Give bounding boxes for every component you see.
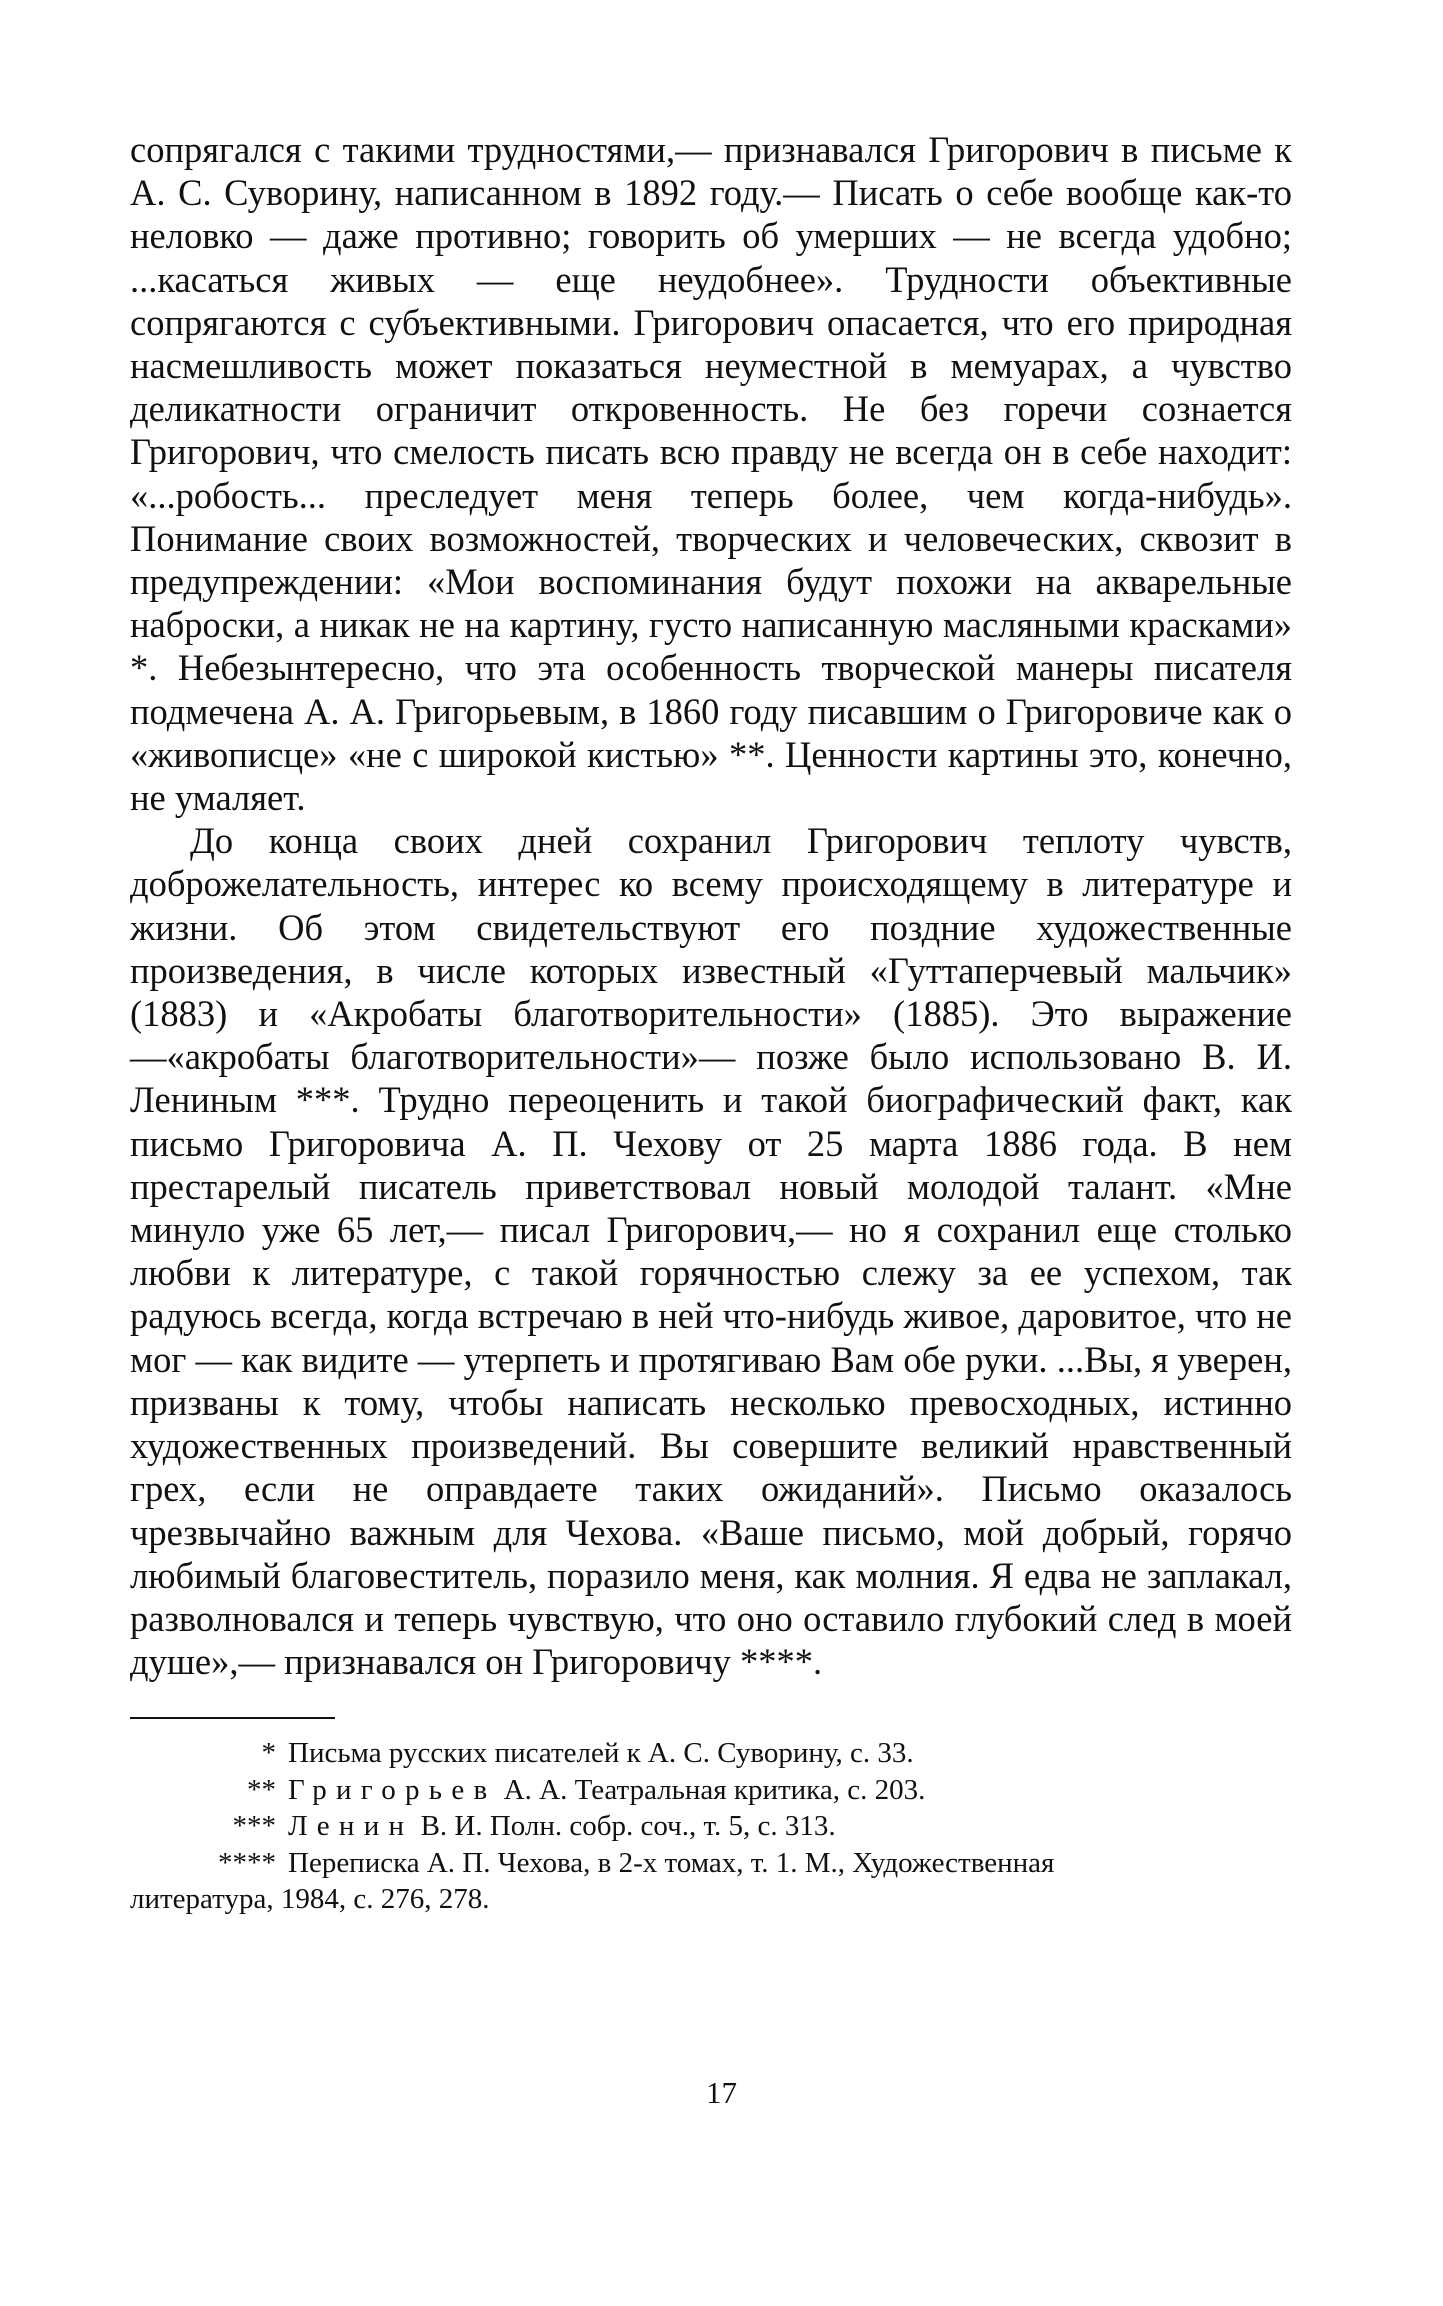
body-paragraph-2: До конца своих дней сохранил Григорович теплоту чувств, доброжелательность, интерес ко всему происходящему в литературе и жизни. Об этом свидетельствуют его поздние художественные произведения, в числе которых известный «Гуттаперчевый мальчик» (1883) и «Акробаты благотворительности» (1885). Это выражение —«акробаты благотворительности»— позже было использовано В. И. Лениным ***. Трудно переоценить и такой биографический факт, как письмо Григоровича А. П. Чехову от 25 марта 1886 года. В нем престарелый писатель приветствовал новый молодой талант. «Мне минуло уже 65 лет,— писал Григорович,— но я сохранил еще столько любви к литературе, с такой горячностью слежу за ее успехом, так радуюсь всегда, когда встречаю в ней что-нибудь живое, даровитое, что не мог — как видите — утерпеть и протягиваю Вам обе руки. ...Вы, я уверен, призваны к тому, чтобы написать несколько превосходных, истинно художественных произведений. Вы совершите великий нравственный грех, если не оправдаете таких ожиданий». Письмо оказалось чрезвычайно важным для Чехова. «Ваше письмо, мой добрый, горячо любимый благовеститель, поразило меня, как молния. Я едва не заплакал, разволновался и теперь чувствую, что оно оставило глубокий след в моей душе»,— признавался он Григоровичу ****. [130, 820, 1292, 1683]
footnote-divider [130, 1717, 335, 1719]
footnote-2 [130, 1772, 1292, 1809]
footnote-mark: * [261, 1737, 276, 1770]
body-paragraph-1: сопрягался с такими трудностями,— признавался Григорович в письме к А. С. Суворину, написанном в 1892 году.— Писать о себе вообще как-то неловко — даже противно; говорить об умерших — не всегда удобно; ...касаться живых — еще неудобнее». Трудности объективные сопрягаются с субъективными. Григорович опасается, что его природная насмешливость может показаться неуместной в мемуарах, а чувство деликатности ограничит откровенность. Не без горечи сознается Григорович, что смелость писать всю правду не всегда он в себе находит: «...робость... преследует меня теперь более, чем когда-нибудь». Понимание своих возможностей, творческих и человеческих, сквозит в предупреждении: «Мои воспоминания будут похожи на акварельные наброски, а никак не на картину, густо написанную масляными красками» *. Небезынтересно, что эта особенность творческой манеры писателя подмечена А. А. Григорьевым, в 1860 году писавшим о Григоровиче как о «живописце» «не с широкой кистью» **. Ценности картины это, конечно, не умаляет. [130, 129, 1292, 819]
footnote-text: А. А. Театральная критика, с. 203. [496, 1773, 926, 1806]
page-content [130, 128, 1292, 1918]
footnote-1 [130, 1735, 1292, 1772]
footnote-3 [130, 1808, 1292, 1845]
page-number: 17 [706, 2075, 737, 2110]
footnote-4 [130, 1845, 1292, 1882]
footnote-mark: ** [247, 1773, 276, 1806]
footnote-mark: *** [232, 1810, 276, 1843]
footnote-4-continuation: литература, 1984, с. 276, 278. [130, 1883, 490, 1916]
footnote-text: Переписка А. П. Чехова, в 2-х томах, т. 1. М., Художественная [288, 1846, 1055, 1879]
footnote-author: Григорьев [288, 1773, 497, 1806]
footnote-text: В. И. Полн. собр. соч., т. 5, с. 313. [413, 1810, 836, 1843]
footnote-mark: **** [218, 1846, 276, 1879]
footnote-author: Ленин [288, 1810, 414, 1843]
footnote-text: Письма русских писателей к А. С. Суворину, с. 33. [288, 1737, 914, 1770]
footnotes [130, 1735, 1292, 1918]
